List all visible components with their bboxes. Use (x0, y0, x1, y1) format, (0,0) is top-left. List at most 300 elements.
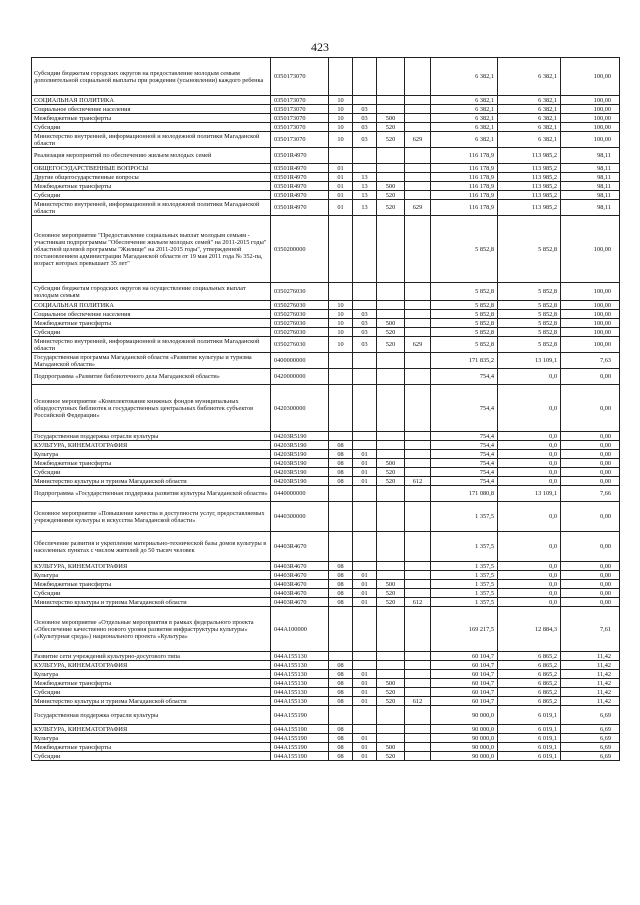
cell-code: 0350173070 (271, 58, 329, 96)
cell-gr: 629 (405, 337, 431, 353)
cell-code: 0350276030 (271, 337, 329, 353)
cell-gr (405, 123, 431, 132)
cell-gr: 612 (405, 697, 431, 706)
cell-gr (405, 105, 431, 114)
cell-name: Межбюджетные трансферты (32, 459, 271, 468)
cell-name: Другие общегосударственные вопросы (32, 173, 271, 182)
cell-code: 0350276030 (271, 283, 329, 301)
cell-pct: 100,00 (561, 319, 620, 328)
cell-pr: 03 (353, 328, 377, 337)
cell-fact: 0,0 (498, 385, 561, 432)
cell-name: Межбюджетные трансферты (32, 114, 271, 123)
cell-pr: 01 (353, 752, 377, 761)
cell-plan: 1 357,5 (431, 580, 498, 589)
table-row (32, 96, 620, 105)
cell-fact: 6 865,2 (498, 661, 561, 670)
cell-fact: 0,0 (498, 502, 561, 532)
cell-plan: 1 357,5 (431, 502, 498, 532)
table-row (32, 688, 620, 697)
cell-name: Культура (32, 734, 271, 743)
cell-pct: 11,42 (561, 688, 620, 697)
cell-rz (329, 216, 353, 283)
cell-fact: 5 852,8 (498, 216, 561, 283)
table-row (32, 441, 620, 450)
cell-plan: 1 357,5 (431, 589, 498, 598)
cell-vr (377, 432, 405, 441)
table-row (32, 607, 620, 652)
table-row (32, 502, 620, 532)
cell-plan: 6 382,1 (431, 96, 498, 105)
cell-plan: 90 000,0 (431, 725, 498, 734)
cell-gr (405, 441, 431, 450)
cell-pct: 11,42 (561, 670, 620, 679)
cell-gr (405, 670, 431, 679)
cell-vr (377, 369, 405, 385)
cell-fact: 6 382,1 (498, 58, 561, 96)
cell-pr (353, 652, 377, 661)
cell-plan: 60 104,7 (431, 679, 498, 688)
cell-pr (353, 164, 377, 173)
cell-pr (353, 607, 377, 652)
cell-pct: 100,00 (561, 96, 620, 105)
cell-name: КУЛЬТУРА, КИНЕМАТОГРАФИЯ (32, 725, 271, 734)
cell-plan: 1 357,5 (431, 571, 498, 580)
cell-code: 04403R4670 (271, 532, 329, 562)
table-row (32, 589, 620, 598)
page-number: 423 (311, 40, 329, 54)
cell-plan: 754,4 (431, 441, 498, 450)
table-row (32, 283, 620, 301)
cell-plan: 90 000,0 (431, 752, 498, 761)
cell-pr (353, 283, 377, 301)
cell-plan: 6 382,1 (431, 132, 498, 148)
budget-table (31, 57, 620, 761)
cell-name: Подпрограмма «Развитие библиотечного дела Магаданской области» (32, 369, 271, 385)
cell-pr: 03 (353, 319, 377, 328)
table-row (32, 532, 620, 562)
cell-rz: 08 (329, 725, 353, 734)
cell-plan: 6 382,1 (431, 123, 498, 132)
cell-rz: 10 (329, 337, 353, 353)
cell-name: Основное мероприятие «Повышение качества и доступности услуг, предоставляемых учреждениями культуры и искусства Магаданской области» (32, 502, 271, 532)
cell-vr (377, 652, 405, 661)
cell-gr (405, 58, 431, 96)
cell-vr (377, 571, 405, 580)
cell-fact: 0,0 (498, 441, 561, 450)
cell-plan: 5 852,8 (431, 319, 498, 328)
cell-fact: 0,0 (498, 468, 561, 477)
cell-rz: 08 (329, 580, 353, 589)
cell-pct: 98,11 (561, 164, 620, 173)
cell-pct: 7,63 (561, 353, 620, 369)
cell-pr (353, 385, 377, 432)
table-row (32, 734, 620, 743)
cell-gr (405, 96, 431, 105)
table-row (32, 191, 620, 200)
cell-vr (377, 486, 405, 502)
cell-fact: 0,0 (498, 532, 561, 562)
cell-fact: 0,0 (498, 477, 561, 486)
cell-fact: 6 019,1 (498, 734, 561, 743)
cell-pct: 100,00 (561, 283, 620, 301)
cell-vr (377, 661, 405, 670)
cell-fact: 5 852,8 (498, 328, 561, 337)
cell-rz: 08 (329, 752, 353, 761)
cell-fact: 6 865,2 (498, 688, 561, 697)
cell-fact: 6 019,1 (498, 743, 561, 752)
cell-fact: 0,0 (498, 450, 561, 459)
cell-gr (405, 589, 431, 598)
cell-gr: 612 (405, 477, 431, 486)
cell-fact: 6 865,2 (498, 697, 561, 706)
cell-vr: 500 (377, 319, 405, 328)
cell-pr: 01 (353, 679, 377, 688)
cell-rz: 08 (329, 468, 353, 477)
cell-code: 0420300000 (271, 385, 329, 432)
cell-vr (377, 385, 405, 432)
cell-pct: 6,69 (561, 706, 620, 725)
cell-name: Министерство внутренней, информационной и молодежной политики Магаданской области (32, 200, 271, 216)
cell-plan: 754,4 (431, 432, 498, 441)
cell-name: Государственная поддержка отрасли культуры (32, 432, 271, 441)
cell-code: 0350276030 (271, 319, 329, 328)
cell-fact: 0,0 (498, 571, 561, 580)
cell-pct: 100,00 (561, 123, 620, 132)
cell-pr (353, 96, 377, 105)
cell-fact: 0,0 (498, 589, 561, 598)
cell-gr (405, 173, 431, 182)
cell-rz: 08 (329, 661, 353, 670)
cell-pct: 0,00 (561, 562, 620, 571)
cell-code: 0350276030 (271, 301, 329, 310)
cell-code: 044A155190 (271, 734, 329, 743)
cell-fact: 6 865,2 (498, 670, 561, 679)
cell-pct: 0,00 (561, 532, 620, 562)
cell-pct: 0,00 (561, 589, 620, 598)
cell-code: 0350173070 (271, 123, 329, 132)
cell-vr: 500 (377, 580, 405, 589)
cell-pct: 98,11 (561, 173, 620, 182)
cell-pr: 01 (353, 670, 377, 679)
cell-fact: 113 985,2 (498, 148, 561, 164)
cell-name: Субсидии (32, 688, 271, 697)
cell-pr: 03 (353, 310, 377, 319)
cell-gr (405, 301, 431, 310)
cell-code: 044A100000 (271, 607, 329, 652)
cell-rz (329, 502, 353, 532)
cell-vr: 500 (377, 459, 405, 468)
cell-name: СОЦИАЛЬНАЯ ПОЛИТИКА (32, 96, 271, 105)
cell-code: 044A155190 (271, 725, 329, 734)
cell-vr: 520 (377, 477, 405, 486)
cell-plan: 169 217,5 (431, 607, 498, 652)
cell-gr (405, 725, 431, 734)
cell-fact: 6 019,1 (498, 752, 561, 761)
cell-rz: 08 (329, 477, 353, 486)
cell-rz: 01 (329, 200, 353, 216)
cell-name: Социальное обеспечение населения (32, 105, 271, 114)
cell-name: Межбюджетные трансферты (32, 679, 271, 688)
cell-rz (329, 706, 353, 725)
cell-gr (405, 319, 431, 328)
cell-plan: 171 080,8 (431, 486, 498, 502)
cell-fact: 113 985,2 (498, 191, 561, 200)
cell-pr: 01 (353, 688, 377, 697)
cell-name: Министерство культуры и туризма Магаданской области (32, 697, 271, 706)
cell-rz: 08 (329, 688, 353, 697)
cell-pr: 13 (353, 200, 377, 216)
cell-gr: 629 (405, 132, 431, 148)
cell-rz: 10 (329, 301, 353, 310)
table-row (32, 148, 620, 164)
cell-pct: 11,42 (561, 652, 620, 661)
cell-plan: 5 852,8 (431, 310, 498, 319)
cell-name: Государственная программа Магаданской области «Развитие культуры и туризма Магаданской области» (32, 353, 271, 369)
cell-code: 03501R4970 (271, 164, 329, 173)
cell-rz (329, 385, 353, 432)
cell-code: 0440300000 (271, 502, 329, 532)
cell-fact: 6 865,2 (498, 652, 561, 661)
table-row (32, 173, 620, 182)
cell-pr (353, 148, 377, 164)
cell-pr (353, 301, 377, 310)
cell-plan: 60 104,7 (431, 661, 498, 670)
cell-rz: 08 (329, 459, 353, 468)
cell-plan: 1 357,5 (431, 532, 498, 562)
cell-rz (329, 486, 353, 502)
table-row (32, 58, 620, 96)
cell-rz: 08 (329, 562, 353, 571)
cell-pct: 98,11 (561, 148, 620, 164)
cell-plan: 6 382,1 (431, 58, 498, 96)
cell-code: 03501R4970 (271, 191, 329, 200)
cell-rz: 01 (329, 173, 353, 182)
cell-rz (329, 148, 353, 164)
cell-name: Межбюджетные трансферты (32, 182, 271, 191)
cell-pct: 7,66 (561, 486, 620, 502)
cell-vr (377, 450, 405, 459)
cell-code: 03501R4970 (271, 173, 329, 182)
table-row (32, 105, 620, 114)
cell-pct: 0,00 (561, 598, 620, 607)
cell-pct: 0,00 (561, 580, 620, 589)
cell-vr (377, 148, 405, 164)
cell-gr (405, 562, 431, 571)
cell-vr (377, 441, 405, 450)
cell-code: 044A155130 (271, 670, 329, 679)
cell-name: Межбюджетные трансферты (32, 319, 271, 328)
cell-fact: 6 382,1 (498, 96, 561, 105)
cell-pr (353, 706, 377, 725)
cell-vr: 520 (377, 468, 405, 477)
cell-rz (329, 283, 353, 301)
cell-pct: 0,00 (561, 441, 620, 450)
cell-fact: 5 852,8 (498, 283, 561, 301)
cell-pct: 7,61 (561, 607, 620, 652)
cell-name: КУЛЬТУРА, КИНЕМАТОГРАФИЯ (32, 441, 271, 450)
table-row (32, 114, 620, 123)
cell-gr: 612 (405, 598, 431, 607)
cell-rz (329, 369, 353, 385)
cell-pct: 6,69 (561, 752, 620, 761)
cell-plan: 6 382,1 (431, 114, 498, 123)
cell-vr: 500 (377, 182, 405, 191)
cell-plan: 754,4 (431, 450, 498, 459)
cell-plan: 90 000,0 (431, 706, 498, 725)
cell-vr: 500 (377, 743, 405, 752)
table-row (32, 743, 620, 752)
cell-code: 04203R5190 (271, 450, 329, 459)
cell-fact: 6 019,1 (498, 725, 561, 734)
table-row (32, 432, 620, 441)
cell-pct: 6,69 (561, 743, 620, 752)
cell-vr (377, 532, 405, 562)
cell-vr: 500 (377, 114, 405, 123)
cell-gr (405, 486, 431, 502)
table-row (32, 385, 620, 432)
cell-gr (405, 164, 431, 173)
cell-pr (353, 432, 377, 441)
cell-fact: 0,0 (498, 432, 561, 441)
cell-name: Субсидии (32, 468, 271, 477)
cell-plan: 116 178,9 (431, 191, 498, 200)
cell-gr (405, 459, 431, 468)
cell-pr (353, 532, 377, 562)
cell-name: Межбюджетные трансферты (32, 580, 271, 589)
cell-fact: 6 382,1 (498, 132, 561, 148)
cell-code: 044A155130 (271, 652, 329, 661)
table-row (32, 580, 620, 589)
cell-gr: 629 (405, 200, 431, 216)
cell-vr (377, 670, 405, 679)
cell-pr: 03 (353, 337, 377, 353)
cell-name: Министерство культуры и туризма Магаданской области (32, 598, 271, 607)
cell-rz: 01 (329, 182, 353, 191)
cell-pr (353, 562, 377, 571)
cell-fact: 6 019,1 (498, 706, 561, 725)
cell-gr (405, 679, 431, 688)
cell-pct: 0,00 (561, 459, 620, 468)
cell-gr (405, 191, 431, 200)
cell-pct: 0,00 (561, 385, 620, 432)
table-row (32, 328, 620, 337)
cell-pr (353, 353, 377, 369)
cell-vr (377, 353, 405, 369)
cell-code: 0350173070 (271, 114, 329, 123)
cell-pct: 98,11 (561, 182, 620, 191)
cell-rz: 10 (329, 114, 353, 123)
cell-rz: 08 (329, 679, 353, 688)
cell-fact: 0,0 (498, 369, 561, 385)
cell-pct: 0,00 (561, 477, 620, 486)
table-row (32, 310, 620, 319)
cell-code: 04403R4670 (271, 589, 329, 598)
table-row (32, 670, 620, 679)
cell-plan: 60 104,7 (431, 697, 498, 706)
cell-name: ОБЩЕГОСУДАРСТВЕННЫЕ ВОПРОСЫ (32, 164, 271, 173)
cell-vr (377, 283, 405, 301)
cell-vr (377, 58, 405, 96)
table-row (32, 200, 620, 216)
cell-pr (353, 725, 377, 734)
cell-vr: 520 (377, 752, 405, 761)
cell-name: Обеспечение развития и укрепления материально-технической базы домов культуры в населенных пунктах с числом жителей до 50 тысяч человек (32, 532, 271, 562)
cell-name: Социальное обеспечение населения (32, 310, 271, 319)
cell-vr: 520 (377, 688, 405, 697)
cell-rz: 08 (329, 743, 353, 752)
cell-pct: 100,00 (561, 132, 620, 148)
cell-vr (377, 173, 405, 182)
cell-rz: 10 (329, 328, 353, 337)
cell-name: Государственная поддержка отрасли культуры (32, 706, 271, 725)
cell-name: Субсидии (32, 589, 271, 598)
cell-fact: 13 109,1 (498, 486, 561, 502)
cell-pr: 01 (353, 697, 377, 706)
budget-table-body (32, 58, 620, 761)
cell-code: 03501R4970 (271, 182, 329, 191)
cell-pct: 0,00 (561, 432, 620, 441)
cell-code: 04403R4670 (271, 571, 329, 580)
cell-code: 0400000000 (271, 353, 329, 369)
cell-pct: 100,00 (561, 310, 620, 319)
cell-plan: 60 104,7 (431, 688, 498, 697)
cell-rz: 08 (329, 734, 353, 743)
cell-vr (377, 96, 405, 105)
cell-code: 0420000000 (271, 369, 329, 385)
cell-vr: 520 (377, 697, 405, 706)
cell-pct: 0,00 (561, 571, 620, 580)
cell-plan: 116 178,9 (431, 148, 498, 164)
cell-code: 03501R4970 (271, 148, 329, 164)
cell-plan: 116 178,9 (431, 182, 498, 191)
cell-name: Субсидии (32, 328, 271, 337)
cell-rz: 08 (329, 670, 353, 679)
cell-plan: 1 357,5 (431, 598, 498, 607)
cell-vr: 520 (377, 200, 405, 216)
cell-rz: 08 (329, 571, 353, 580)
cell-plan: 116 178,9 (431, 164, 498, 173)
table-row (32, 697, 620, 706)
cell-rz (329, 432, 353, 441)
cell-pr: 01 (353, 459, 377, 468)
cell-pct: 6,69 (561, 725, 620, 734)
cell-gr (405, 652, 431, 661)
cell-pct: 11,42 (561, 697, 620, 706)
cell-fact: 113 985,2 (498, 200, 561, 216)
cell-gr (405, 283, 431, 301)
cell-rz: 08 (329, 598, 353, 607)
cell-gr (405, 114, 431, 123)
cell-code: 03501R4970 (271, 200, 329, 216)
cell-code: 04203R5190 (271, 477, 329, 486)
cell-vr (377, 310, 405, 319)
cell-name: Субсидии (32, 752, 271, 761)
table-row (32, 486, 620, 502)
cell-fact: 5 852,8 (498, 337, 561, 353)
cell-rz: 10 (329, 310, 353, 319)
table-row (32, 182, 620, 191)
cell-plan: 754,4 (431, 385, 498, 432)
cell-gr (405, 688, 431, 697)
cell-pct: 6,69 (561, 734, 620, 743)
cell-gr (405, 328, 431, 337)
cell-code: 0350173070 (271, 105, 329, 114)
cell-pct: 100,00 (561, 105, 620, 114)
table-row (32, 652, 620, 661)
table-row (32, 752, 620, 761)
cell-pr (353, 486, 377, 502)
cell-pct: 100,00 (561, 216, 620, 283)
